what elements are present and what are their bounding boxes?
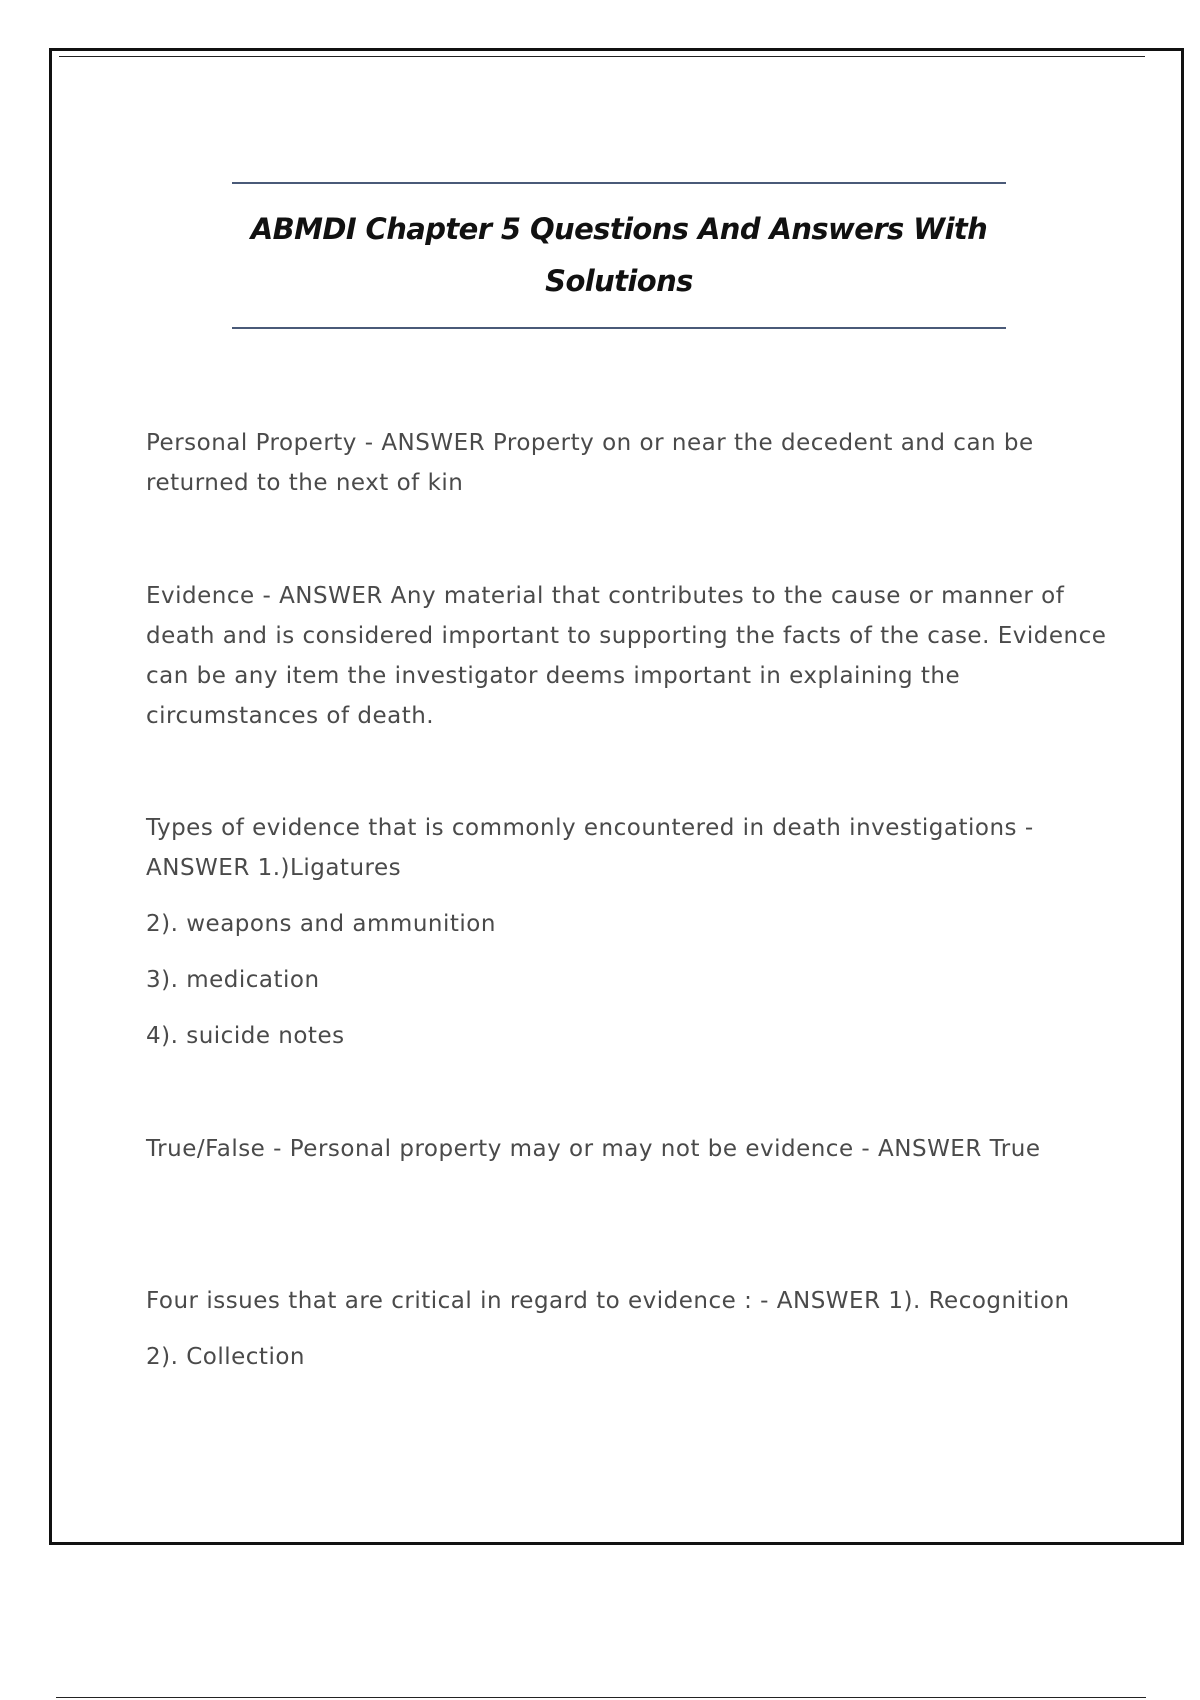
list-item: 4). suicide notes (146, 1023, 345, 1049)
qa-entry-text: Personal Property - ANSWER Property on or near the decedent and can be returned to the next of kin (146, 430, 1034, 496)
qa-entry-text: True/False - Personal property may or may not be evidence - ANSWER True (146, 1136, 1041, 1162)
qa-entry-types-of-evidence (146, 808, 1136, 1056)
qa-entry-text: Evidence - ANSWER Any material that contributes to the cause or manner of death and is considered important to supporting the facts of the case. Evidence can be any item the investigator deems important in explaining the circumstances of death. (146, 583, 1107, 729)
list-item: 2). Collection (146, 1344, 305, 1370)
qa-entry-text: Four issues that are critical in regard to evidence : - ANSWER 1). Recognition (146, 1288, 1070, 1314)
list-item: 2). weapons and ammunition (146, 911, 496, 937)
qa-entry-text: Types of evidence that is commonly encountered in death investigations - ANSWER 1.)Ligatures (146, 815, 1034, 881)
qa-entry-four-issues (146, 1281, 1136, 1377)
qa-entry-true-false (146, 1129, 1136, 1169)
title-top-rule (232, 182, 1006, 184)
next-page-top-rule (56, 1697, 1146, 1698)
qa-entry-personal-property (146, 423, 1136, 503)
qa-entry-evidence (146, 576, 1136, 736)
title-bottom-rule (232, 327, 1006, 329)
page-frame (49, 48, 1184, 1545)
frame-top-rule (59, 56, 1145, 57)
list-item: 3). medication (146, 967, 320, 993)
document-title: ABMDI Chapter 5 Questions And Answers With Solutions (250, 212, 988, 298)
